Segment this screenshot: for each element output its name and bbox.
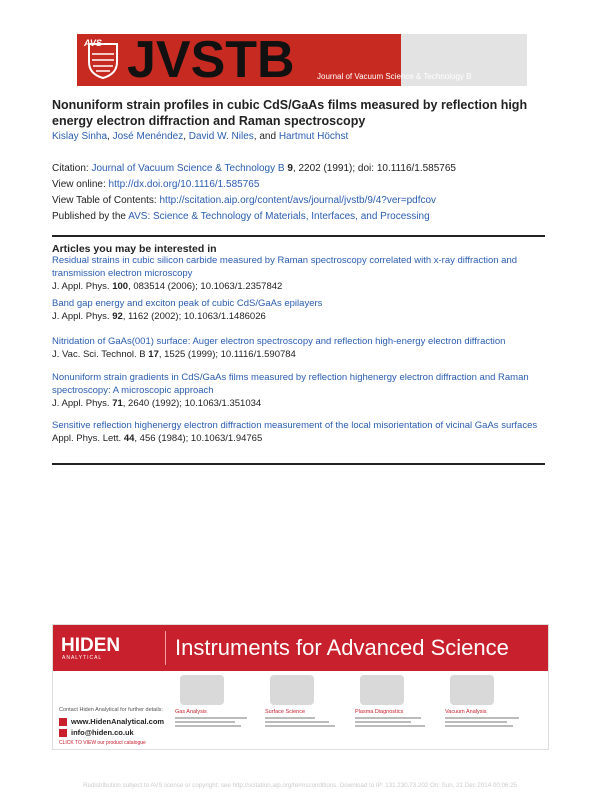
citation-volume: 9 [287, 163, 293, 174]
journal-banner[interactable] [77, 31, 527, 89]
avs-mark: AVS [84, 38, 102, 48]
view-toc-line [52, 195, 436, 206]
product-image [360, 675, 404, 705]
author-link[interactable]: José Menéndez [112, 131, 184, 142]
related-article-title-link[interactable]: Nonuniform strain gradients in CdS/GaAs films measured by reflection highenergy electron diffraction and Raman spectroscopy: A microscopic approach [52, 372, 529, 396]
citation-rest: , 2202 (1991); doi: 10.1116/1.585765 [292, 163, 456, 174]
mail-icon [59, 729, 67, 737]
ad-product-surface-science[interactable] [265, 675, 345, 745]
author-list: Kislay Sinha, José Menéndez, David W. Niles, and Hartmut Höchst [52, 131, 349, 142]
related-article-title-link[interactable]: Sensitive reflection highenergy electron diffraction measurement of the local misorientation of vicinal GaAs surfaces [52, 420, 538, 431]
citation-line [52, 163, 456, 174]
related-article [52, 254, 547, 293]
related-article-title-link[interactable]: Nitridation of GaAs(001) surface: Auger electron spectroscopy and reflection high-energy electron diffraction [52, 336, 506, 347]
product-text-lines [265, 717, 345, 727]
author-link[interactable]: David W. Niles [188, 131, 254, 142]
published-by-line [52, 211, 430, 222]
related-article-ref: J. Appl. Phys. 92, 1162 (2002); 10.1063/1.1486026 [52, 311, 266, 322]
view-online-label: View online: [52, 179, 106, 190]
product-text-lines [175, 717, 255, 727]
product-image [270, 675, 314, 705]
journal-logo: JVSTB [127, 31, 295, 89]
journal-name: Journal of Vacuum Science & Technology B [317, 72, 472, 81]
hiden-logo: HIDEN [61, 635, 121, 656]
product-image [450, 675, 494, 705]
author-link[interactable]: Kislay Sinha [52, 131, 108, 142]
authors-and: and [259, 131, 277, 142]
publisher-link[interactable]: AVS: Science & Technology of Materials, Interfaces, and Processing [128, 211, 430, 222]
related-article-title-link[interactable]: Band gap energy and exciton peak of cubic CdS/GaAs epilayers [52, 298, 323, 309]
product-caption: Vacuum Analysis [445, 709, 487, 715]
ad-divider [165, 631, 166, 665]
ad-contact-line: Contact Hiden Analytical for further details: [59, 707, 163, 713]
related-article [52, 297, 547, 323]
article-title: Nonuniform strain profiles in cubic CdS/GaAs films measured by reflection high energy electron diffraction and Raman spectroscopy [52, 98, 528, 128]
related-article-ref: J. Appl. Phys. 100, 083514 (2006); 10.1063/1.2357842 [52, 281, 283, 292]
view-toc-link[interactable]: http://scitation.aip.org/content/avs/journal/jvstb/9/4?ver=pdfcov [159, 195, 437, 206]
ad-website-link[interactable]: www.HidenAnalytical.com [59, 717, 164, 726]
ad-product-vacuum-analysis[interactable] [445, 675, 525, 745]
divider-bottom [52, 463, 545, 465]
view-online-link[interactable]: http://dx.doi.org/10.1116/1.585765 [108, 179, 260, 190]
related-article [52, 419, 547, 445]
view-toc-label: View Table of Contents: [52, 195, 157, 206]
related-article [52, 371, 547, 410]
redistribution-footer: Redistribution subject to AVS license or copyright; see http://scitation.aip.org/termsconditions. Download to IP: 131.230.73.202 On: Sun, 21 Dec 2014 00:06:25 [83, 782, 517, 789]
ad-slogan: Instruments for Advanced Science [175, 635, 509, 660]
citation-journal-link[interactable]: Journal of Vacuum Science & Technology B [91, 163, 285, 174]
related-article [52, 335, 547, 361]
product-text-lines [355, 717, 435, 727]
divider-top [52, 235, 545, 237]
ad-email-link[interactable]: info@hiden.co.uk [59, 728, 134, 737]
ad-catalogue-link[interactable]: CLICK TO VIEW our product catalogue [59, 740, 146, 746]
hiden-logo-sub: ANALYTICAL [62, 655, 103, 661]
view-online-line [52, 179, 259, 190]
product-text-lines [445, 717, 525, 727]
published-by-label: Published by the [52, 211, 126, 222]
related-article-ref: J. Appl. Phys. 71, 2640 (1992); 10.1063/1.351034 [52, 398, 262, 409]
citation-label: Citation: [52, 163, 89, 174]
related-article-ref: Appl. Phys. Lett. 44, 456 (1984); 10.1063/1.94765 [52, 433, 263, 444]
product-caption: Surface Science [265, 709, 306, 715]
product-caption: Gas Analysis [175, 709, 207, 715]
product-image [180, 675, 224, 705]
hiden-advertisement[interactable] [52, 624, 549, 750]
related-article-title-link[interactable]: Residual strains in cubic silicon carbide measured by Raman spectroscopy correlated with x-ray diffraction and transmission electron microscopy [52, 255, 518, 279]
ad-product-plasma-diagnostics[interactable] [355, 675, 435, 745]
author-link[interactable]: Hartmut Höchst [278, 131, 349, 142]
product-caption: Plasma Diagnostics [355, 709, 404, 715]
ad-product-gas-analysis[interactable] [175, 675, 255, 745]
related-article-ref: J. Vac. Sci. Technol. B 17, 1525 (1999); 10.1116/1.590784 [52, 349, 296, 360]
arrow-icon [59, 718, 67, 726]
articles-heading: Articles you may be interested in [52, 243, 217, 255]
